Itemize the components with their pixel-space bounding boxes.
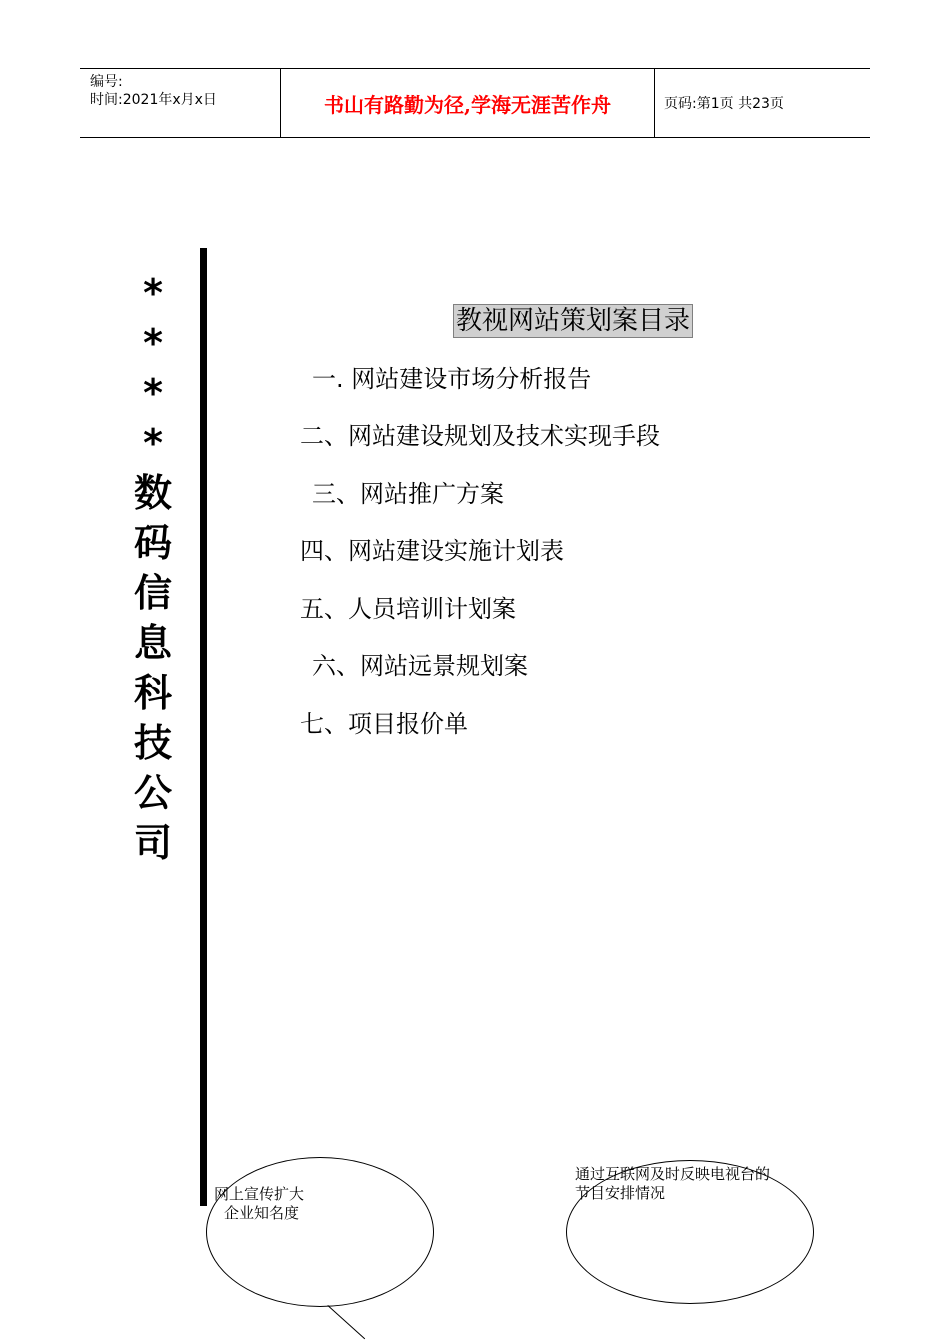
toc-item: 二、网站建设规划及技术实现手段 <box>300 422 660 450</box>
callout-ellipse-left <box>206 1157 434 1307</box>
header-meta <box>90 73 217 109</box>
vertical-divider-bar <box>200 248 207 1206</box>
callout-note-right <box>575 1165 770 1203</box>
company-name-char: 技 <box>133 721 172 765</box>
header-divider <box>654 69 655 137</box>
date-label: 时间:2021年x月x日 <box>90 92 217 108</box>
toc-item: 三、网站推广方案 <box>312 480 504 508</box>
company-name-char: * <box>143 271 163 315</box>
company-name-vertical <box>128 268 178 868</box>
company-name-char: 科 <box>133 671 172 715</box>
callout-note-line: 通过互联网及时反映电视台的 <box>575 1165 771 1183</box>
company-name-char: 息 <box>133 621 172 665</box>
company-name-char: * <box>143 421 163 465</box>
toc-title: 教视网站策划案目录 <box>453 304 693 338</box>
company-name-char: 信 <box>133 571 172 615</box>
header-motto: 书山有路勤为径,学海无涯苦作舟 <box>324 92 611 117</box>
company-name-char: 数 <box>133 471 172 515</box>
company-name-char: * <box>143 371 163 415</box>
toc-item: 七、项目报价单 <box>300 710 468 738</box>
callout-connector-line <box>327 1305 365 1339</box>
company-name-char: 公 <box>133 771 172 815</box>
toc-item: 一. 网站建设市场分析报告 <box>312 365 592 393</box>
company-name-char: * <box>143 321 163 365</box>
serial-number-label: 编号: <box>90 74 123 90</box>
callout-note-line: 节目安排情况 <box>575 1184 666 1202</box>
callout-note-left <box>214 1185 304 1223</box>
page-number: 页码:第1页 共23页 <box>664 96 784 112</box>
company-name-char: 司 <box>133 821 172 865</box>
company-name-char: 码 <box>133 521 172 565</box>
toc-item: 五、人员培训计划案 <box>300 595 516 623</box>
callout-note-line: 企业知名度 <box>224 1204 300 1222</box>
toc-item: 六、网站远景规划案 <box>312 652 528 680</box>
page-header <box>80 68 870 138</box>
callout-note-line: 网上宣传扩大 <box>214 1185 305 1203</box>
toc-item: 四、网站建设实施计划表 <box>300 537 564 565</box>
